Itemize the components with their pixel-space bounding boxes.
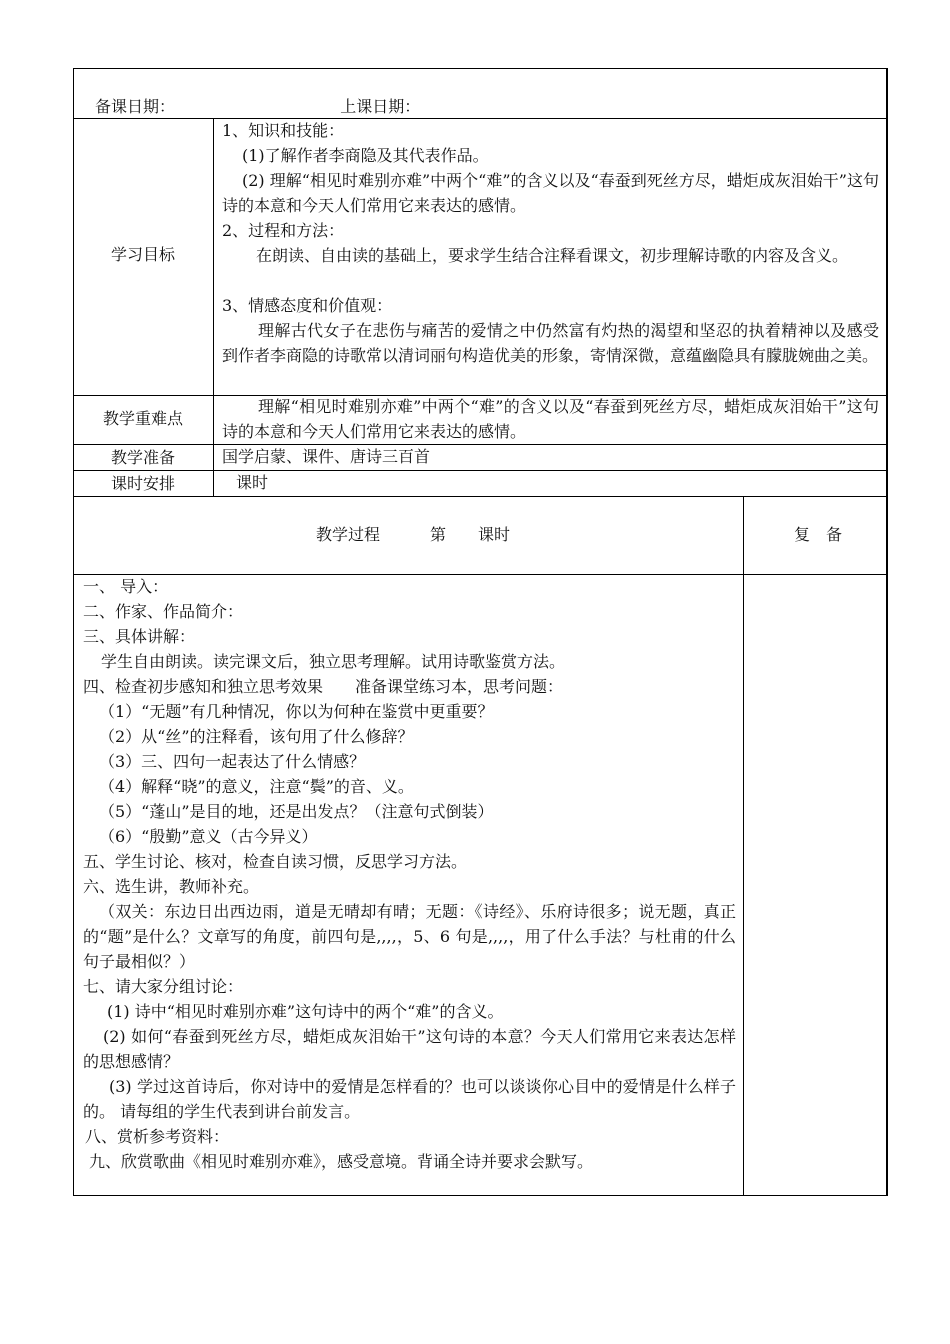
objective-line: (2) 理解“相见时难别亦难”中两个“难”的含义以及“春蚕到死丝方尽，蜡炬成灰泪始干”这句诗的本意和今天人们常用它来表达的感情。 bbox=[222, 171, 879, 215]
review-column-divider bbox=[743, 496, 744, 1196]
class-date-label: 上课日期： bbox=[340, 97, 421, 116]
process-line: 二、作家、作品简介： bbox=[83, 602, 244, 621]
label-column-divider bbox=[213, 118, 214, 496]
process-line: （3）三、四句一起表达了什么情感？ bbox=[99, 752, 366, 771]
objectives-label: 学习目标 bbox=[110, 245, 175, 264]
review-header: 复 备 bbox=[794, 525, 843, 544]
objective-line: (1)了解作者李商隐及其代表作品。 bbox=[242, 146, 489, 165]
objective-line: 在朗读、自由读的基础上，要求学生结合注释看课文，初步理解诗歌的内容及含义。 bbox=[256, 246, 849, 265]
process-line: （4）解释“晓”的意义，注意“鬓”的音、义。 bbox=[99, 777, 414, 796]
process-line: 七、请大家分组讨论： bbox=[83, 977, 244, 996]
process-lesson-suffix: 课时 bbox=[478, 525, 511, 544]
process-line: 六、选生讲，教师补充。 bbox=[83, 877, 260, 896]
process-line: 一、 导入： bbox=[83, 577, 169, 596]
prep-date-label: 备课日期： bbox=[95, 97, 176, 116]
class-date-blank[interactable] bbox=[420, 100, 600, 119]
header-dates bbox=[95, 94, 600, 119]
process-line: （6）“殷勤”意义（古今异义） bbox=[99, 827, 318, 846]
objective-line: 2、过程和方法： bbox=[222, 221, 345, 240]
row-divider bbox=[73, 574, 888, 575]
key-points-label: 教学重难点 bbox=[102, 409, 183, 428]
process-line: 三、具体讲解： bbox=[83, 627, 196, 646]
process-line: 学生自由朗读。读完课文后，独立思考理解。试用诗歌鉴赏方法。 bbox=[101, 652, 566, 671]
process-line: 五、学生讨论、核对，检查自读习惯，反思学习方法。 bbox=[83, 852, 468, 871]
process-title: 教学过程 bbox=[316, 525, 381, 544]
process-paragraph: （双关：东边日出西边雨，道是无晴却有晴；无题：《诗经》、乐府诗很多；说无题，真正的“题”是什么？文章写的角度，前四句是,,,,，5、6 句是,,,,，用了什么手法？与杜甫的什么句子最相似？） bbox=[83, 902, 736, 971]
schedule-text: 课时 bbox=[236, 473, 269, 492]
row-divider bbox=[73, 496, 888, 497]
process-line: 九、欣赏歌曲《相见时难别亦难》，感受意境。背诵全诗并要求会默写。 bbox=[89, 1152, 594, 1171]
process-paragraph: (2) 如何“春蚕到死丝方尽，蜡炬成灰泪始干”这句诗的本意？今天人们常用它来表达怎样的思想感情？ bbox=[83, 1027, 736, 1071]
process-line: 四、检查初步感知和独立思考效果 准备课堂练习本，思考问题： bbox=[83, 677, 564, 696]
process-paragraph: (3) 学过这首诗后，你对诗中的爱情是怎样看的？也可以谈谈你心目中的爱情是什么样子的。 请每组的学生代表到讲台前发言。 bbox=[83, 1077, 736, 1121]
objective-line: 理解古代女子在悲伤与痛苦的爱情之中仍然富有灼热的渴望和坚忍的执着精神以及感受到作者李商隐的诗歌常以清词丽句构造优美的形象，寄情深微，意蕴幽隐具有朦胧婉曲之美。 bbox=[222, 321, 879, 365]
process-line: （2）从“丝”的注释看，该句用了什么修辞？ bbox=[99, 727, 414, 746]
prep-date-blank[interactable] bbox=[175, 100, 320, 119]
preparation-text: 国学启蒙、课件、唐诗三百首 bbox=[222, 447, 431, 466]
schedule-label: 课时安排 bbox=[110, 474, 175, 493]
process-line: (1) 诗中“相见时难别亦难”这句诗中的两个“难”的含义。 bbox=[107, 1002, 504, 1021]
process-line: （1）“无题”有几种情况，你以为何种在鉴赏中更重要？ bbox=[99, 702, 494, 721]
objective-line: 3、情感态度和价值观： bbox=[222, 296, 393, 315]
objective-line: 1、知识和技能： bbox=[222, 121, 345, 140]
process-line: 八、赏析参考资料： bbox=[85, 1127, 230, 1146]
preparation-label: 教学准备 bbox=[110, 448, 175, 467]
process-lesson-number-label: 第 bbox=[430, 525, 447, 544]
key-points-text: 理解“相见时难别亦难”中两个“难”的含义以及“春蚕到死丝方尽，蜡炬成灰泪始干”这句诗的本意和今天人们常用它来表达的感情。 bbox=[222, 397, 879, 441]
process-line: （5）“蓬山”是目的地，还是出发点？（注意句式倒装） bbox=[99, 802, 494, 821]
